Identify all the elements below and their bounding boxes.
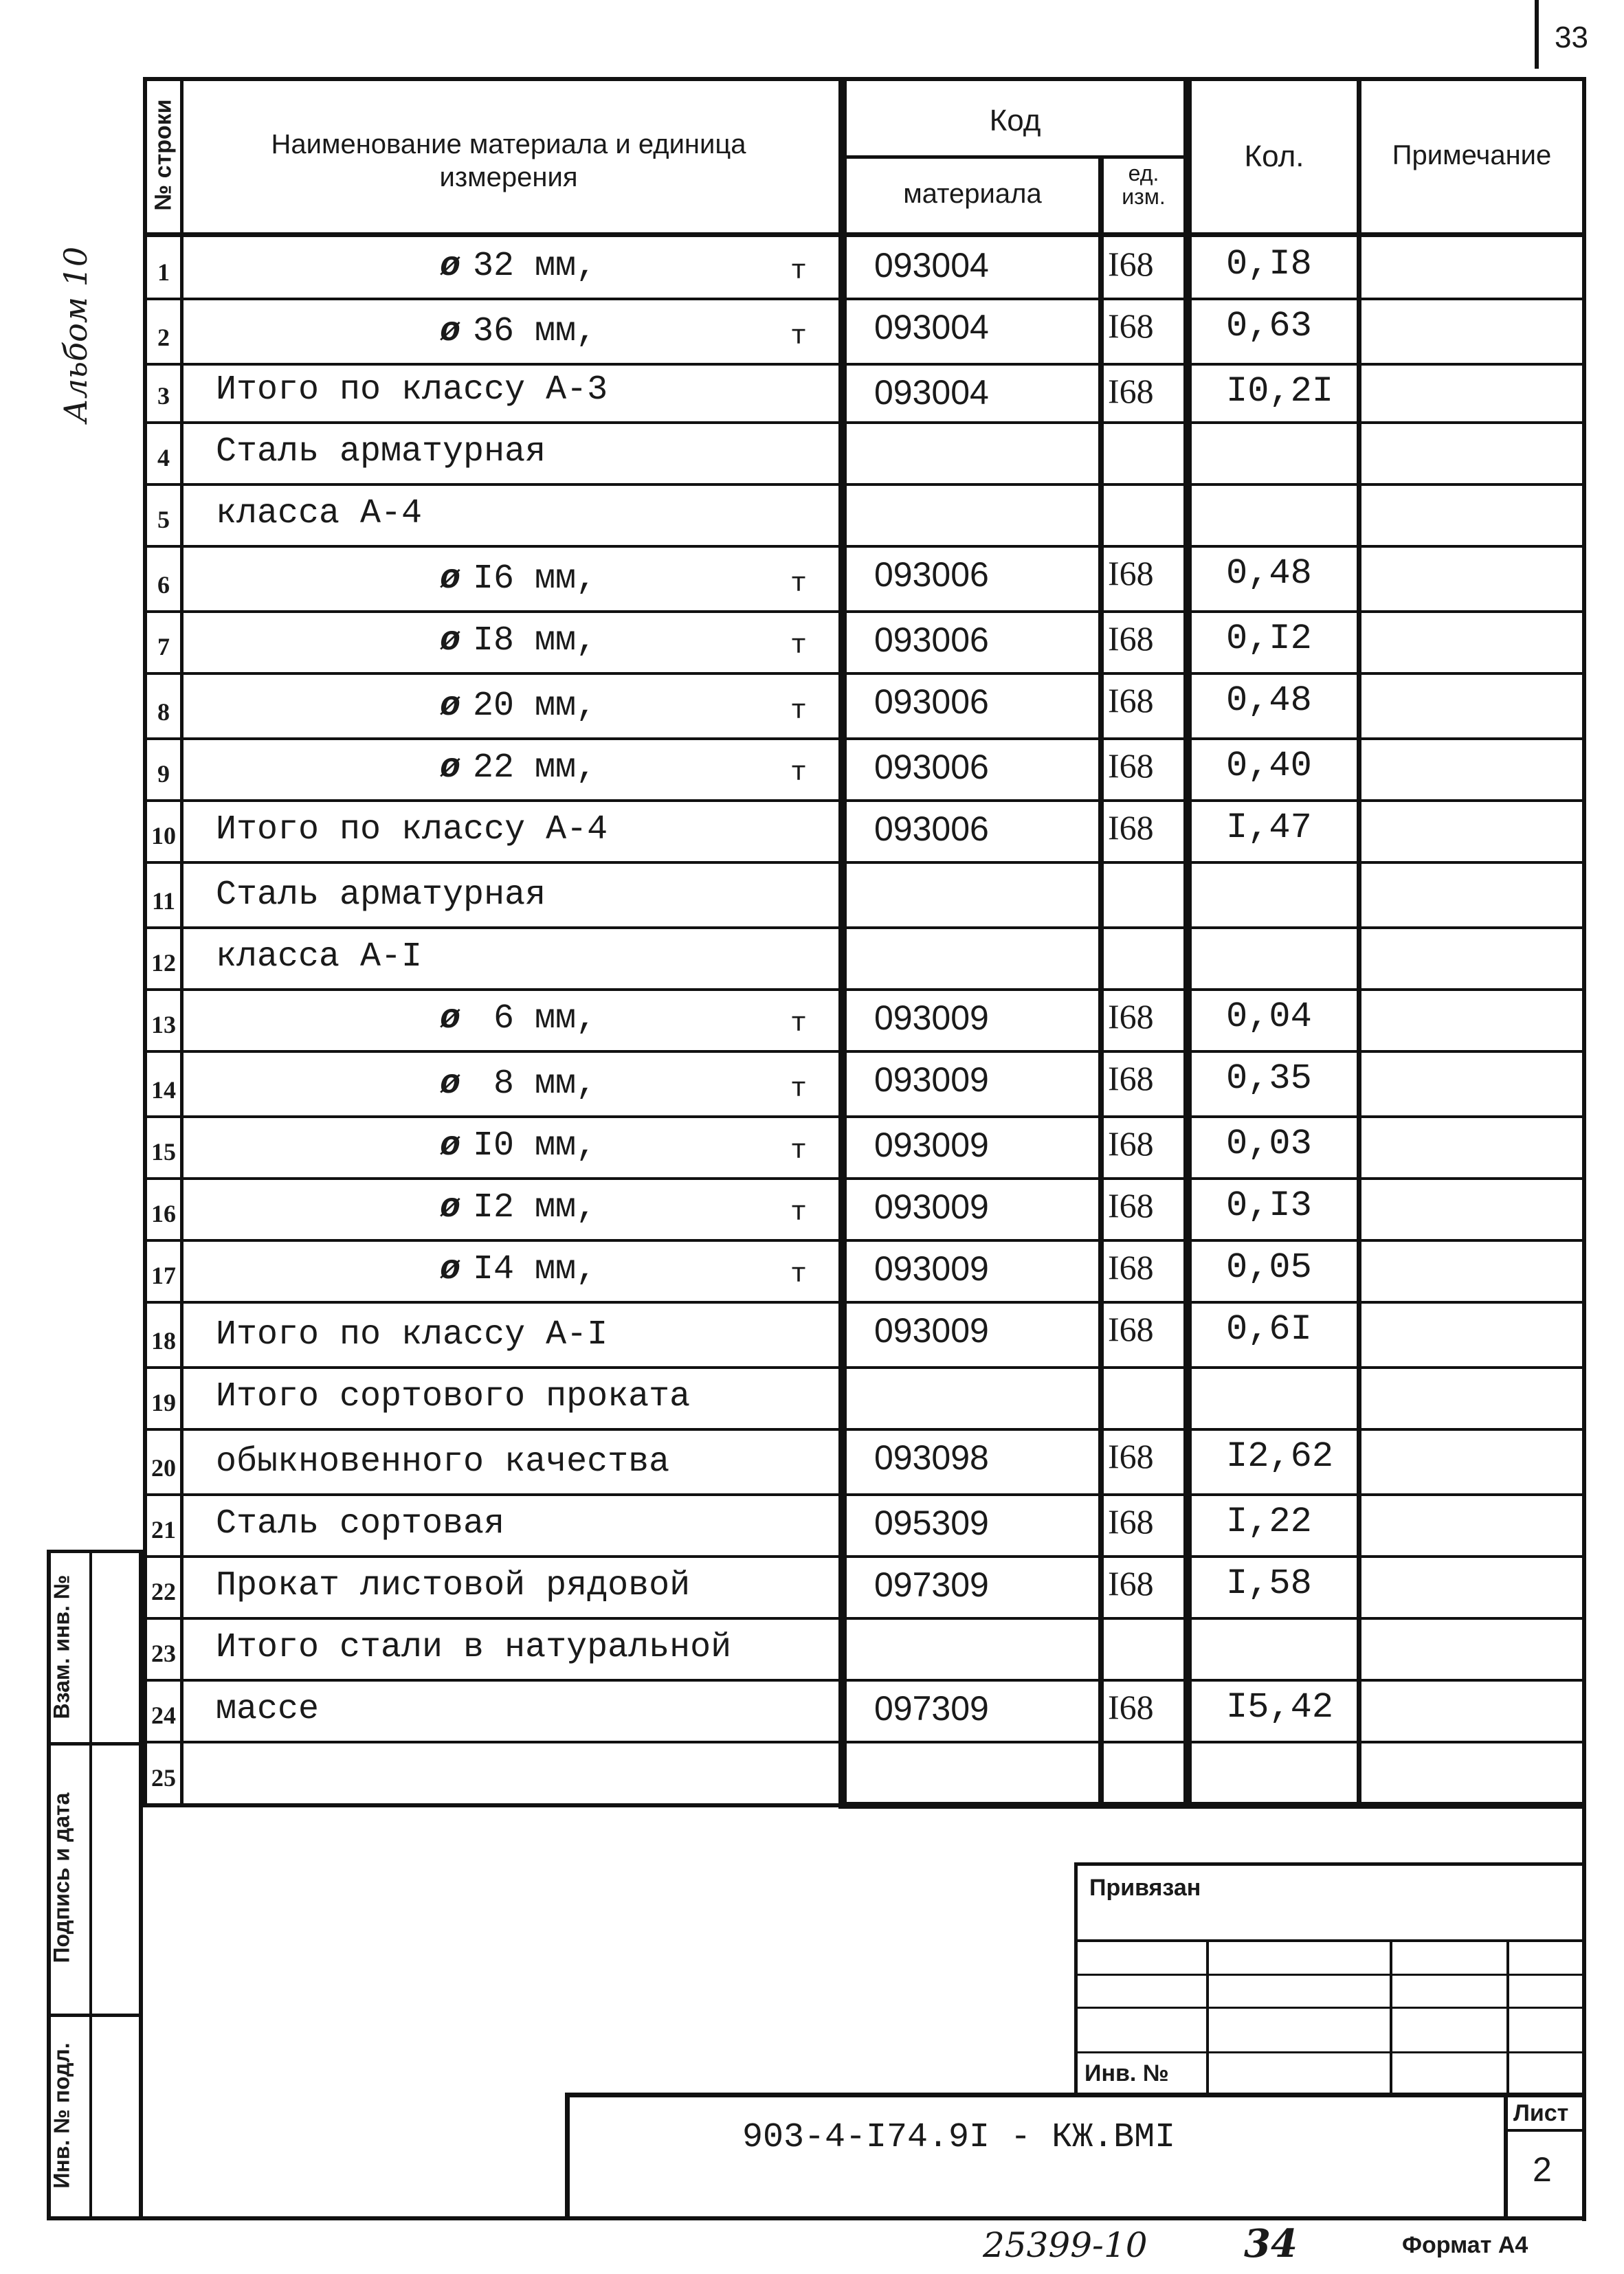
- table-row: [0, 1495, 1624, 1557]
- material-code: 093006: [874, 810, 989, 848]
- row-number: 13: [151, 1011, 176, 1038]
- table-row: [0, 990, 1624, 1051]
- side-inv-podl: Инв. № подл.: [49, 2042, 74, 2189]
- row-number: 16: [151, 1200, 176, 1227]
- unit-mm: мм,: [514, 687, 597, 726]
- diameter-value: 8: [473, 1064, 515, 1104]
- diameter-value: I2: [473, 1188, 515, 1227]
- quantity: I0,2I: [1226, 371, 1334, 412]
- side-podpis: Подпись и дата: [49, 1792, 74, 1963]
- diameter-icon: ø: [440, 1064, 461, 1104]
- unit-t: т: [790, 1260, 808, 1291]
- diameter-icon: ø: [440, 312, 461, 351]
- row-number: 12: [151, 949, 176, 977]
- table-row: [0, 1302, 1624, 1368]
- row-number: 8: [157, 698, 170, 726]
- table-row: [0, 364, 1624, 423]
- unit-code: I68: [1108, 1248, 1154, 1286]
- table-row: [0, 1179, 1624, 1240]
- table-row: [0, 1117, 1624, 1179]
- material-name: Прокат листовой рядовой: [216, 1566, 691, 1605]
- material-code: 093006: [874, 682, 989, 721]
- diameter-value: I6: [473, 559, 515, 599]
- quantity: 0,05: [1226, 1247, 1312, 1288]
- unit-code: I68: [1108, 997, 1154, 1036]
- diameter-cell: [440, 1064, 597, 1104]
- inv-no-label: Инв. №: [1084, 2060, 1169, 2086]
- unit-code: I68: [1108, 681, 1154, 720]
- unit-mm: мм,: [514, 748, 597, 788]
- table-row: [0, 1557, 1624, 1618]
- diameter-icon: ø: [440, 748, 461, 788]
- unit-code: I68: [1108, 1437, 1154, 1475]
- unit-code: I68: [1108, 1059, 1154, 1097]
- table-row: [0, 237, 1624, 299]
- table-row: [0, 1429, 1624, 1495]
- table-row: [0, 1368, 1624, 1429]
- unit-t: т: [790, 256, 808, 287]
- diameter-cell: [440, 687, 597, 726]
- unit-code: I68: [1108, 808, 1154, 847]
- unit-t: т: [790, 569, 808, 600]
- material-code: 097309: [874, 1565, 989, 1604]
- material-name: Сталь арматурная: [216, 432, 546, 471]
- diameter-value: 32: [473, 247, 515, 286]
- table-row: [0, 546, 1624, 612]
- unit-code: I68: [1108, 306, 1154, 345]
- header-note: Примечание: [1392, 140, 1552, 170]
- side-vzam: Взам. инв. №: [49, 1574, 74, 1719]
- quantity: 0,63: [1226, 306, 1312, 346]
- header-code-unit: ед. изм.: [1122, 161, 1166, 209]
- material-code: 095309: [874, 1504, 989, 1542]
- unit-mm: мм,: [514, 999, 597, 1038]
- table-row: [0, 612, 1624, 673]
- unit-code: I68: [1108, 1502, 1154, 1541]
- material-name: Сталь арматурная: [216, 876, 546, 915]
- material-code: 093009: [874, 1060, 989, 1099]
- diameter-icon: ø: [440, 1188, 461, 1227]
- quantity: I2,62: [1226, 1436, 1334, 1477]
- row-number: 7: [157, 633, 170, 660]
- material-code: 093006: [874, 621, 989, 659]
- header-code-material: материала: [903, 179, 1042, 209]
- material-code: 093009: [874, 1126, 989, 1164]
- table-row: [0, 1051, 1624, 1117]
- page-number: 33: [1555, 21, 1588, 54]
- quantity: I,58: [1226, 1563, 1312, 1604]
- table-row: [0, 1240, 1624, 1302]
- quantity: 0,48: [1226, 680, 1312, 721]
- quantity: 0,03: [1226, 1124, 1312, 1164]
- privyazan-label: Привязан: [1089, 1875, 1201, 1901]
- table-row: [0, 1742, 1624, 1805]
- diameter-value: 22: [473, 748, 515, 788]
- table-row: [0, 928, 1624, 990]
- material-code: 093006: [874, 748, 989, 786]
- quantity: I,47: [1226, 807, 1312, 848]
- material-code: 093098: [874, 1438, 989, 1477]
- row-number: 25: [151, 1764, 176, 1792]
- album-note: Альбом 10: [57, 246, 94, 423]
- diameter-value: 20: [473, 687, 515, 726]
- unit-code: I68: [1108, 1186, 1154, 1225]
- table-row: [0, 862, 1624, 928]
- diameter-icon: ø: [440, 559, 461, 599]
- diameter-cell: [440, 621, 597, 660]
- unit-mm: мм,: [514, 1064, 597, 1104]
- unit-mm: мм,: [514, 1126, 597, 1166]
- quantity: 0,I2: [1226, 618, 1312, 659]
- diameter-icon: ø: [440, 999, 461, 1038]
- material-name: Сталь сортовая: [216, 1504, 505, 1543]
- unit-code: I68: [1108, 1310, 1154, 1348]
- unit-t: т: [790, 1198, 808, 1229]
- handwritten-page: 34: [1244, 2221, 1298, 2266]
- material-code: 093009: [874, 999, 989, 1037]
- unit-mm: мм,: [514, 1250, 597, 1289]
- unit-t: т: [790, 1074, 808, 1105]
- diameter-cell: [440, 312, 597, 351]
- quantity: 0,04: [1226, 996, 1312, 1037]
- table-row: [0, 1680, 1624, 1742]
- quantity: I,22: [1226, 1502, 1312, 1542]
- diameter-value: I8: [473, 621, 515, 660]
- handwritten-number: 25399-10: [983, 2225, 1148, 2265]
- diameter-cell: [440, 1250, 597, 1289]
- row-number: 23: [151, 1640, 176, 1667]
- unit-t: т: [790, 696, 808, 727]
- unit-mm: мм,: [514, 247, 597, 286]
- unit-mm: мм,: [514, 559, 597, 599]
- header-code: Код: [989, 104, 1041, 137]
- document-code: 903-4-I74.9I - КЖ.ВМI: [742, 2118, 1176, 2157]
- row-number: 19: [151, 1389, 176, 1416]
- row-number: 2: [157, 324, 170, 351]
- unit-t: т: [790, 1136, 808, 1167]
- material-code: 093009: [874, 1188, 989, 1226]
- row-number: 17: [151, 1262, 176, 1289]
- header-qty: Кол.: [1244, 140, 1304, 173]
- format-label: Формат А4: [1402, 2232, 1528, 2258]
- unit-code: I68: [1108, 1124, 1154, 1163]
- diameter-cell: [440, 1126, 597, 1166]
- unit-code: I68: [1108, 1564, 1154, 1603]
- row-number: 4: [157, 444, 170, 471]
- diameter-value: I0: [473, 1126, 515, 1166]
- unit-t: т: [790, 322, 808, 353]
- diameter-cell: [440, 748, 597, 788]
- diameter-cell: [440, 247, 597, 286]
- row-number: 20: [151, 1454, 176, 1482]
- material-name: массе: [216, 1690, 320, 1729]
- quantity: 0,I3: [1226, 1185, 1312, 1226]
- sheet-label: Лист: [1513, 2100, 1569, 2126]
- row-number: 10: [151, 822, 176, 849]
- row-number: 9: [157, 760, 170, 788]
- quantity: 0,6I: [1226, 1309, 1312, 1350]
- unit-code: I68: [1108, 1688, 1154, 1726]
- quantity: 0,35: [1226, 1058, 1312, 1099]
- material-name: класса А-I: [216, 937, 423, 977]
- material-code: 093004: [874, 246, 989, 285]
- diameter-cell: [440, 1188, 597, 1227]
- material-code: 093009: [874, 1311, 989, 1350]
- table-row: [0, 801, 1624, 862]
- quantity: I5,42: [1226, 1687, 1334, 1728]
- material-name: Итого сортового проката: [216, 1377, 691, 1416]
- unit-code: I68: [1108, 619, 1154, 658]
- material-name: обыкновенного качества: [216, 1442, 670, 1482]
- row-number: 15: [151, 1138, 176, 1166]
- row-number: 1: [157, 258, 170, 286]
- row-number: 14: [151, 1076, 176, 1104]
- unit-code: I68: [1108, 746, 1154, 785]
- material-code: 093004: [874, 308, 989, 346]
- header-name: Наименование материала и единица измерения: [271, 129, 746, 192]
- unit-code: I68: [1108, 245, 1154, 283]
- unit-code: I68: [1108, 372, 1154, 410]
- unit-mm: мм,: [514, 1188, 597, 1227]
- unit-mm: мм,: [514, 621, 597, 660]
- row-number: 11: [151, 887, 175, 915]
- table-row: [0, 299, 1624, 364]
- row-number: 21: [151, 1516, 176, 1543]
- unit-t: т: [790, 1009, 808, 1040]
- quantity: 0,I8: [1226, 244, 1312, 285]
- unit-code: I68: [1108, 554, 1154, 592]
- diameter-value: 6: [473, 999, 515, 1038]
- row-number: 3: [157, 382, 170, 410]
- material-code: 093004: [874, 373, 989, 412]
- material-name: Итого стали в натуральной: [216, 1628, 732, 1667]
- sheet-number: 2: [1533, 2150, 1552, 2189]
- diameter-cell: [440, 999, 597, 1038]
- row-number: 24: [151, 1702, 176, 1729]
- diameter-icon: ø: [440, 247, 461, 286]
- quantity: 0,48: [1226, 553, 1312, 594]
- table-row: [0, 1618, 1624, 1680]
- unit-t: т: [790, 631, 808, 662]
- row-number: 18: [151, 1327, 176, 1355]
- table-row: [0, 423, 1624, 484]
- material-name: Итого по классу А-4: [216, 810, 608, 849]
- row-number: 22: [151, 1578, 176, 1605]
- unit-mm: мм,: [514, 312, 597, 351]
- material-name: Итого по классу А-I: [216, 1315, 608, 1355]
- material-name: Итого по классу А-3: [216, 370, 608, 410]
- table-row: [0, 673, 1624, 739]
- table-row: [0, 739, 1624, 801]
- diameter-icon: ø: [440, 687, 461, 726]
- diameter-icon: ø: [440, 621, 461, 660]
- diameter-value: I4: [473, 1250, 515, 1289]
- quantity: 0,40: [1226, 746, 1312, 786]
- unit-t: т: [790, 758, 808, 789]
- material-code: 093006: [874, 555, 989, 594]
- material-name: класса А-4: [216, 494, 423, 533]
- diameter-value: 36: [473, 312, 515, 351]
- material-code: 093009: [874, 1249, 989, 1288]
- diameter-icon: ø: [440, 1126, 461, 1166]
- material-code: 097309: [874, 1689, 989, 1728]
- diameter-icon: ø: [440, 1250, 461, 1289]
- row-number: 5: [157, 506, 170, 533]
- diameter-cell: [440, 559, 597, 599]
- row-number: 6: [157, 571, 170, 599]
- table-row: [0, 484, 1624, 546]
- header-row-number: № строки: [150, 99, 177, 211]
